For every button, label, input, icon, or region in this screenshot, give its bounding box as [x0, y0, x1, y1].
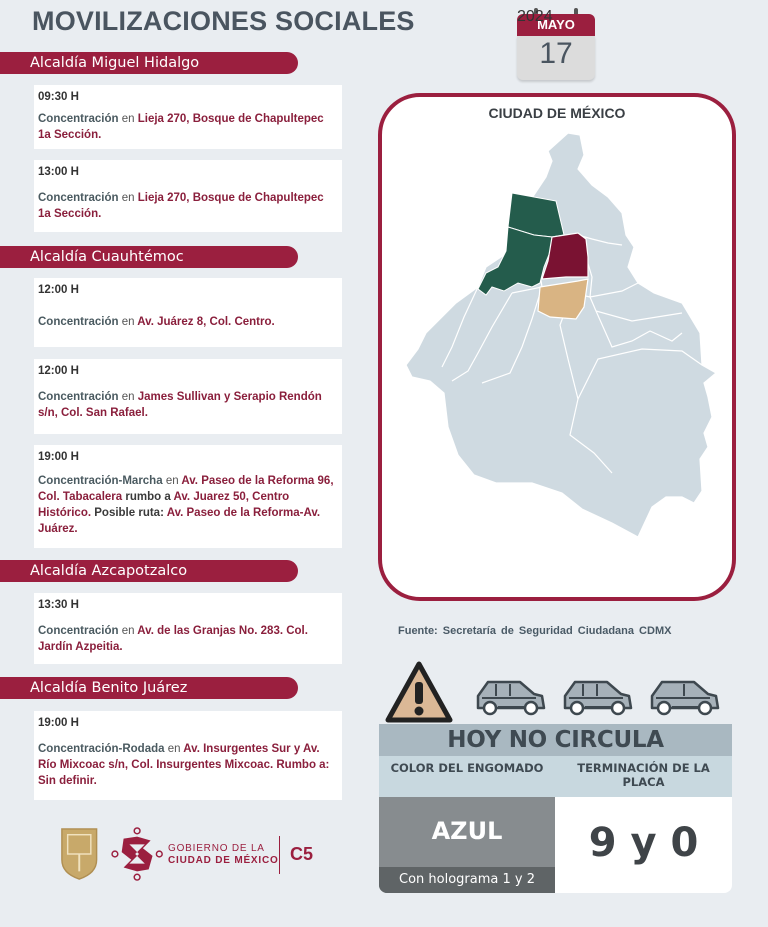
map-panel	[378, 93, 736, 601]
calendar-year: 2024	[517, 8, 553, 25]
section-header-benito-juarez: Alcaldía Benito Juárez	[0, 677, 298, 699]
event-description: Concentración en Lieja 270, Bosque de Chapultepec 1a Sección.	[38, 192, 324, 220]
event-time: 13:00 H	[38, 166, 79, 178]
sticker-color-cell	[379, 797, 555, 893]
event-description: Concentración-Rodada en Av. Insurgentes Sur y Av. Río Mixcoac s/n, Col. Insurgentes Mixcoac. Rumbo a: Sin definir.	[38, 743, 330, 787]
car-icon	[650, 678, 720, 716]
source-text: Fuente: Secretaría de Seguridad Ciudadana CDMX	[398, 625, 672, 637]
map-title: CIUDAD DE MÉXICO	[488, 105, 626, 121]
hoy-no-circula-headers	[379, 756, 732, 797]
event-time: 09:30 H	[38, 91, 79, 103]
cdmx-government-logo-icon	[112, 828, 162, 880]
event-description: Concentración en James Sullivan y Serapio Rendón s/n, Col. San Rafael.	[38, 391, 322, 419]
event-card	[34, 160, 342, 232]
event-description: Concentración-Marcha en Av. Paseo de la Reforma 96, Col. Tabacalera rumbo a Av. Juarez 50, Centro Histórico. Posible ruta: Av. Paseo de la Reforma-Av. Juárez.	[38, 475, 334, 535]
c5-logo: C5	[290, 844, 314, 864]
event-card	[34, 359, 342, 434]
event-time: 12:00 H	[38, 284, 79, 296]
cdmx-map	[382, 97, 732, 597]
event-card	[34, 445, 342, 548]
event-description: Concentración en Av. Juárez 8, Col. Centro.	[38, 316, 275, 328]
section-header-azcapotzalco: Alcaldía Azcapotzalco	[0, 560, 298, 582]
event-card	[34, 85, 342, 149]
calendar-month: MAYO	[517, 14, 595, 36]
event-time: 12:00 H	[38, 365, 79, 377]
section-header-miguel-hidalgo: Alcaldía Miguel Hidalgo	[0, 52, 298, 74]
event-time: 19:00 H	[38, 717, 79, 729]
plate-ending-header: TERMINACIÓN DE LA PLACA	[577, 761, 710, 789]
event-description: Concentración en Av. de las Granjas No. 283. Col. Jardín Azpeitia.	[38, 625, 308, 653]
hologram-note: Con holograma 1 y 2	[379, 867, 555, 893]
plate-ending-value: 9 y 0	[555, 797, 732, 893]
section-header-cuauhtemoc: Alcaldía Cuauhtémoc	[0, 246, 298, 268]
logo-divider	[279, 836, 280, 874]
footer-logos	[58, 827, 168, 881]
event-description: Concentración en Lieja 270, Bosque de Chapultepec 1a Sección.	[38, 113, 324, 141]
car-icon	[563, 678, 633, 716]
cdmx-shield-logo-icon	[62, 829, 97, 879]
event-card	[34, 593, 342, 664]
hoy-no-circula-values	[379, 797, 732, 893]
government-wordmark: GOBIERNO DE LA CIUDAD DE MÉXICO	[168, 843, 279, 866]
hoy-no-circula-title: HOY NO CIRCULA	[379, 724, 732, 756]
calendar-day: 17	[517, 36, 595, 80]
map-region-base	[406, 133, 716, 537]
warning-icon	[384, 660, 454, 724]
event-card	[34, 278, 342, 347]
event-card	[34, 711, 342, 800]
page-title: MOVILIZACIONES SOCIALES	[32, 6, 415, 36]
sticker-color-header: COLOR DEL ENGOMADO	[390, 761, 544, 775]
event-time: 19:00 H	[38, 451, 79, 463]
sticker-color-value: AZUL	[431, 817, 503, 845]
car-icon	[476, 678, 546, 716]
event-time: 13:30 H	[38, 599, 79, 611]
